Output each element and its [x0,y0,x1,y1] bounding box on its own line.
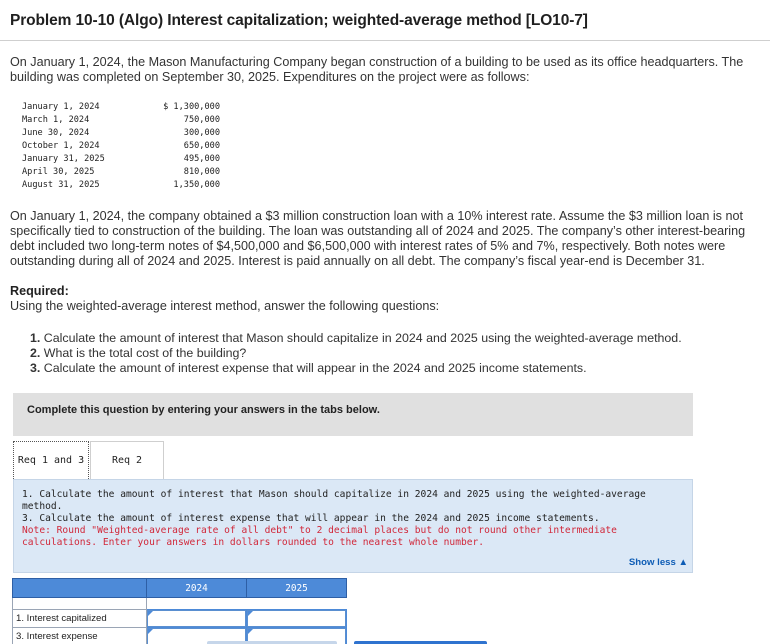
row-label-interest-capitalized: 1. Interest capitalized [13,610,147,628]
expenditure-date: January 31, 2025 [22,154,105,164]
triangle-up-icon: ▲ [678,557,688,568]
input-marker-icon [148,629,153,634]
page-title: Problem 10-10 (Algo) Interest capitalization; weighted-average method [LO10-7] [10,12,588,29]
expenditure-amount: 810,000 [183,167,220,177]
question-item [30,331,682,346]
answer-cell[interactable] [247,610,347,628]
title-bar [0,0,770,41]
expenditure-row [22,127,220,140]
expenditure-date: June 30, 2024 [22,128,90,138]
question-number: 1. [30,331,41,345]
expenditure-row [22,114,220,127]
instruction-text: Complete this question by entering your answers in the tabs below. [27,404,380,416]
answer-table-header [13,579,347,598]
expenditure-row [22,166,220,179]
question-item [30,361,682,376]
expenditure-amount: 750,000 [183,115,220,125]
expenditure-amount: 300,000 [183,128,220,138]
show-less-label: Show less [628,557,676,568]
intro-paragraph: On January 1, 2024, the Mason Manufacturing Company began construction of a building to be used as its office headquarters. The building was completed on September 30, 2025. Expenditures on the project were as follows: [10,55,744,84]
panel-note: Note: Round "Weighted-average rate of all debt" to 2 decimal places but do not round other intermediate calculations. Enter your answers in dollars rounded to the nearest whole number. [22,525,617,548]
required-label: Required: [10,284,69,298]
question-number: 3. [30,361,41,375]
tab-req-2[interactable]: Req 2 [90,441,164,479]
question-list [30,331,682,376]
panel-question-1: 1. Calculate the amount of interest that Mason should capitalize in 2024 and 2025 using the weighted-average method. [22,489,646,512]
expenditure-amount: $ 1,300,000 [163,102,220,112]
expenditure-row [22,140,220,153]
answer-cell[interactable] [147,610,247,628]
header-corner [13,579,147,598]
question-text: Calculate the amount of interest that Mason should capitalize in 2024 and 2025 using the weighted-average method. [43,331,682,345]
expenditure-amount: 1,350,000 [173,180,220,190]
panel-question-3: 3. Calculate the amount of interest expense that will appear in the 2024 and 2025 income statements. [22,513,600,524]
expenditure-date: October 1, 2024 [22,141,100,151]
interest-capitalized-2024-input[interactable] [147,610,246,627]
column-header-2024: 2024 [147,579,247,598]
question-text: Calculate the amount of interest expense that will appear in the 2024 and 2025 income statements. [43,361,587,375]
expenditure-date: August 31, 2025 [22,180,100,190]
instruction-box [13,393,693,436]
expenditure-amount: 495,000 [183,154,220,164]
expenditure-row [22,179,220,192]
required-intro: Using the weighted-average interest method, answer the following questions: [10,299,440,313]
expenditure-date: April 30, 2025 [22,167,95,177]
expenditure-date: March 1, 2024 [22,115,90,125]
question-number: 2. [30,346,41,360]
question-item [30,346,682,361]
answer-table [12,578,347,644]
expenditure-amount: 650,000 [183,141,220,151]
expenditures-table [22,101,220,192]
table-row [13,610,347,628]
show-less-link[interactable] [629,557,688,568]
expenditure-row [22,101,220,114]
loan-paragraph: On January 1, 2024, the company obtained a $3 million construction loan with a 10% interest rate. Assume the $3 million loan is not specifically tied to construction of the building. The loan was outstanding all of 2024 and 2025. The company’s other interest-bearing debt included two long-term notes of $4,500,000 and $6,500,000 with interest rates of 5% and 7%, respectively. Both notes were outstanding during all of 2024 and 2025. Interest is paid annually on all debt. The company’s fiscal year-end is December 31. [10,209,746,268]
input-marker-icon [248,611,253,616]
column-header-2025: 2025 [247,579,347,598]
spacer-row [13,598,347,610]
expenditure-row [22,153,220,166]
row-label-interest-expense: 3. Interest expense [13,628,147,644]
tab-req-1-and-3[interactable]: Req 1 and 3 [13,441,89,479]
question-text: What is the total cost of the building? [43,346,247,360]
input-marker-icon [148,611,153,616]
input-marker-icon [248,629,253,634]
requirement-panel [13,479,693,573]
expenditure-date: January 1, 2024 [22,102,100,112]
interest-capitalized-2025-input[interactable] [247,610,346,627]
panel-text [22,489,690,549]
